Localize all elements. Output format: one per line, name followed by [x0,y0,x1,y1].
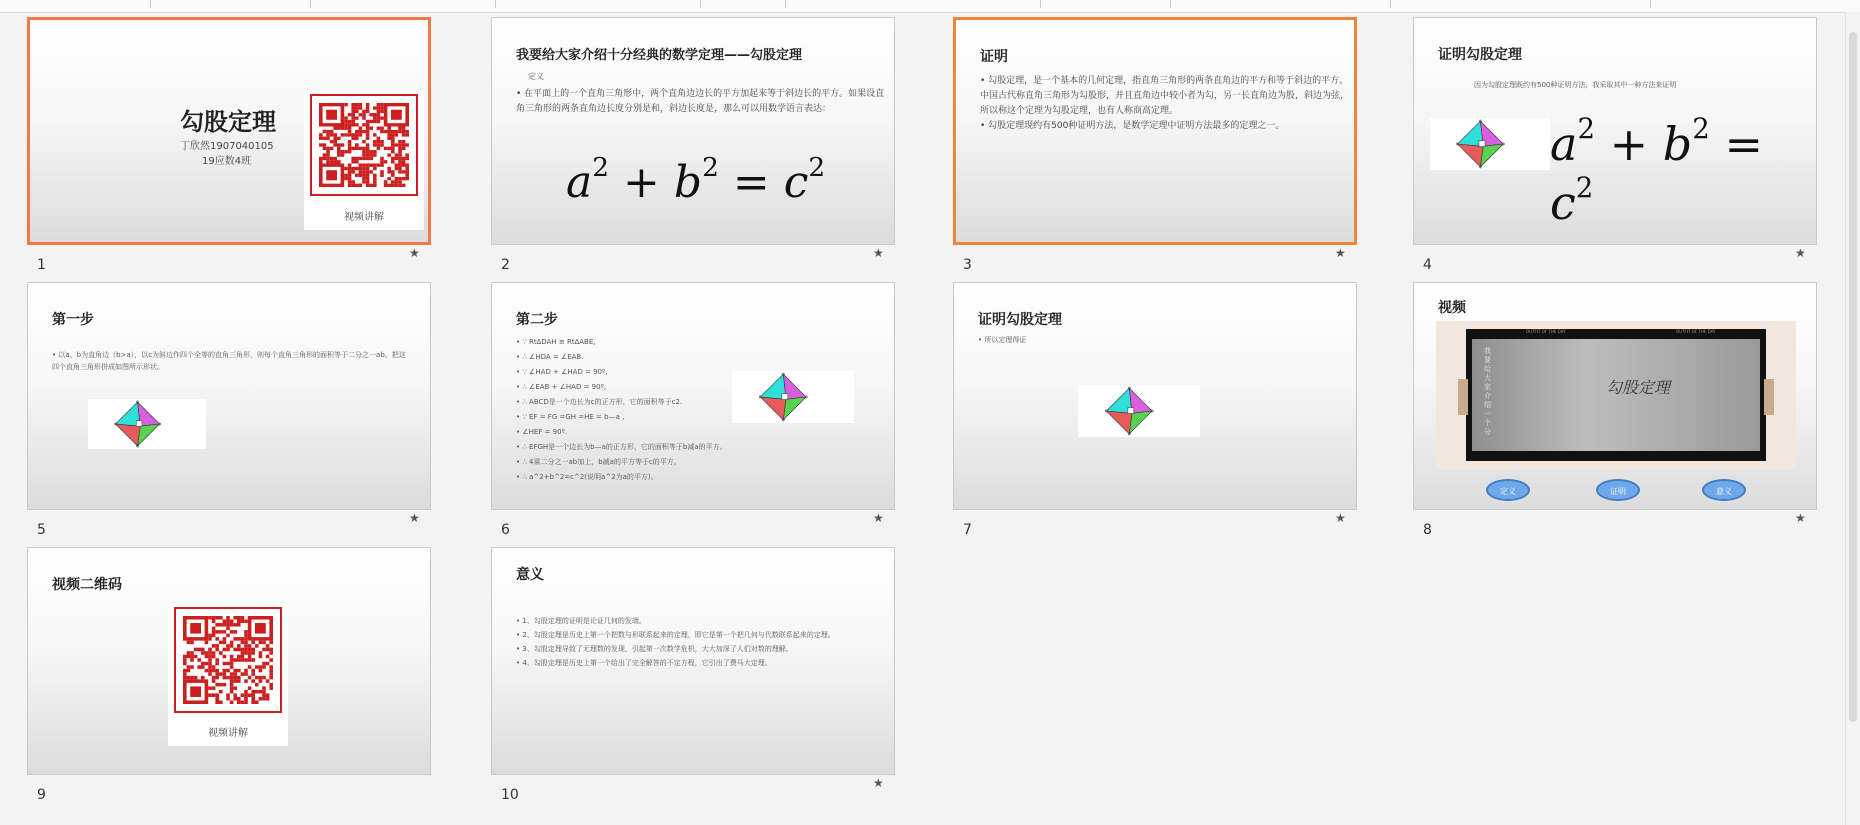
slide-note: 因为勾股定理既约有500种证明方法，我采取其中一种方法来证明 [1474,81,1677,89]
class-name: 19应数4班 [202,156,252,167]
slide-number: 5 [37,522,46,538]
qr-code-card [168,604,288,746]
star-icon[interactable]: ★ [409,246,420,260]
slide-canvas [491,17,895,245]
pythagoras-diagram-icon [1430,118,1550,170]
ruler-tick [785,0,786,8]
ruler-tick [1040,0,1041,8]
top-ruler [0,0,1860,13]
video-top-bar [1466,329,1766,337]
slide-canvas [27,547,431,775]
square-diagram [1430,118,1550,170]
pythagoras-formula: $a^2 + b^2 = c^2$ [566,152,826,209]
star-icon[interactable]: ★ [873,776,884,790]
slide-title: 勾股定理 [180,108,276,136]
square-diagram [732,371,854,423]
slide-title: 第二步 [516,312,558,328]
slide-canvas [27,17,431,245]
author-name: 丁欣然1907040105 [180,141,274,152]
star-icon[interactable]: ★ [1335,246,1346,260]
slide-number: 2 [501,257,510,273]
slide-number: 8 [1423,522,1432,538]
qr-code-icon [309,93,419,197]
slide-canvas [953,17,1357,245]
ruler-tick [495,0,496,8]
video-subtitle-vertical: 我要给大家介绍一个分 [1484,347,1491,436]
definition-button[interactable]: 定义 [1486,479,1530,501]
ruler-tick [310,0,311,8]
star-icon[interactable]: ★ [1335,511,1346,525]
ruler-tick [1390,0,1391,8]
slide-title: 我要给大家介绍十分经典的数学定理——勾股定理 [516,48,803,63]
meaning-button[interactable]: 意义 [1702,479,1746,501]
ruler-tick [150,0,151,8]
slide-number: 7 [963,522,972,538]
slide-title: 第一步 [52,312,94,328]
slide-title: 视频 [1438,300,1466,316]
star-icon[interactable]: ★ [873,246,884,260]
slide-body: • 1、勾股定理的证明是论证几何的发端。 • 2、勾股定理是历史上第一个把数与形联系起来的定理，即它是第一个把几何与代数联系起来的定理。 • 3、勾股定理导致了无理数的发现，引起第一次数学危机，大大加深了人们对数的理解。 • 4、勾股定理是历史上第一个给出了完全解答的不定方程，它引出了费马大定理。 [516,614,876,670]
pythagoras-formula: $a^2 + b^2 = c^2$ [1550,112,1763,231]
slide-canvas [953,282,1357,510]
video-content [1472,339,1760,451]
qr-code-card [304,90,424,230]
star-icon[interactable]: ★ [873,511,884,525]
slide-title: 意义 [516,567,544,583]
video-handwriting: 勾股定理 [1606,378,1671,397]
pythagoras-diagram-icon [88,399,206,449]
square-diagram [1078,385,1200,437]
star-icon[interactable]: ★ [1795,246,1806,260]
video-tag-left: OUTFIT OF THE DAY [1526,329,1566,334]
pythagoras-diagram-icon [732,371,854,423]
slide-canvas [1413,17,1817,245]
slide-subtitle: 定义 [528,72,544,81]
slide-title: 证明 [980,49,1008,65]
qr-code-icon [173,606,283,714]
slide-body: • ∵ Rt∆DAH ≌ Rt∆ABE, • ∴ ∠HDA = ∠EAB. • ∵ ∠HAD + ∠HAD = 90º, • ∴ ∠EAB + ∠HAD = 90º, • ∴ ABCD是一个边长为c的正方形，它的面积等于c2. • ∵ EF = FG =GH =HE = b—a , • ∠HEF = 90º. • ∴ EFGH是一个边长为b—a的正方形，它的面积等于b减a的平方。 • ∴ 4乘二分之一ab加上，b减a的平方等于c的平方。 • ∴ a^2+b^2=c^2(说明a^2为a的平方)。 [516,335,816,485]
slide-number: 10 [501,787,519,803]
slide-body: • 勾股定理，是一个基本的几何定理，指直角三角形的两条直角边的平方和等于斜边的平方。中国古代称直角三角形为勾股形，并且直角边中较小者为勾，另一长直角边为股，斜边为弦，所以称这个定理为勾股定理，也有人称商高定理。 • 勾股定理现约有500种证明方法，是数学定理中证明方法最多的定理之一。 [980,74,1352,134]
slide-number: 4 [1423,257,1432,273]
slide-title: 证明勾股定理 [978,312,1062,328]
slide-title: 视频二维码 [52,577,122,593]
qr-caption: 视频讲解 [208,728,248,739]
slide-number: 6 [501,522,510,538]
square-diagram [88,399,206,449]
slide-canvas [491,547,895,775]
slide-body: • 所以定理得证 [978,333,1026,347]
star-icon[interactable]: ★ [1795,511,1806,525]
slide-number: 3 [963,257,972,273]
ruler-tick [700,0,701,8]
slide-number: 9 [37,787,46,803]
slide-canvas [491,282,895,510]
slide-number: 1 [37,257,46,273]
slide-canvas [1413,282,1817,510]
ruler-tick [1650,0,1651,8]
video-tag-right: OUTFIT OF THE DAY [1676,329,1716,334]
video-side-handle-right [1764,379,1774,415]
pythagoras-diagram-icon [1078,385,1200,437]
slide-canvas [27,282,431,510]
vertical-scrollbar[interactable] [1845,12,1860,825]
video-frame[interactable] [1436,321,1796,469]
video-side-handle-left [1458,379,1468,415]
qr-caption: 视频讲解 [344,212,384,223]
video-player[interactable] [1466,329,1766,461]
slide-body: • 以a、b为直角边（b>a），以c为斜边作四个全等的直角三角形，则每个直角三角形的面积等于二分之一ab。把这四个直角三角形拼成如图所示形状。 [52,349,412,373]
star-icon[interactable]: ★ [409,511,420,525]
scrollbar-thumb[interactable] [1849,32,1857,722]
slide-title: 证明勾股定理 [1438,47,1522,63]
proof-button[interactable]: 证明 [1596,479,1640,501]
ruler-tick [1170,0,1171,8]
slide-body: • 在平面上的一个直角三角形中，两个直角边边长的平方加起来等于斜边长的平方。如果设直角三角形的两条直角边长度分别是和，斜边长度是，那么可以用数学语言表达： [516,87,888,117]
